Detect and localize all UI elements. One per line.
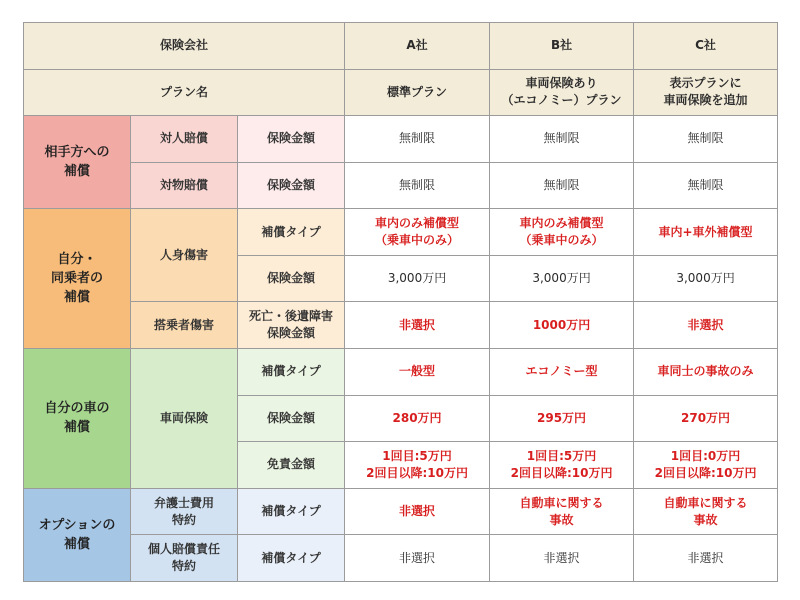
- injury-label: 人身傷害: [131, 209, 238, 302]
- value-a: 280万円: [345, 395, 490, 442]
- value-c: 3,000万円: [634, 255, 778, 302]
- value-a: 車内のみ補償型 （乗車中のみ）: [345, 209, 490, 256]
- plan-c: 表示プランに 車両保険を追加: [634, 69, 778, 116]
- value-c: 車内+車外補償型: [634, 209, 778, 256]
- plan-header-row: [24, 69, 778, 116]
- section-title-self-passenger: 自分・ 同乗者の 補償: [24, 209, 131, 349]
- company-header-row: [24, 23, 778, 70]
- value-b: エコノミー型: [490, 349, 634, 396]
- value-b: 非選択: [490, 535, 634, 582]
- value-c: 車同士の事故のみ: [634, 349, 778, 396]
- value-a: 非選択: [345, 535, 490, 582]
- row-sub-label: 弁護士費用 特約: [131, 488, 238, 535]
- row-sub-label: 搭乗者傷害: [131, 302, 238, 349]
- company-b: B社: [490, 23, 634, 70]
- table-row: [24, 162, 778, 209]
- row-sub-label: 対物賠償: [131, 162, 238, 209]
- value-a: 一般型: [345, 349, 490, 396]
- row-item-label: 保険金額: [238, 162, 345, 209]
- value-c: 非選択: [634, 302, 778, 349]
- value-a: 無制限: [345, 162, 490, 209]
- value-a: 非選択: [345, 488, 490, 535]
- value-b: 295万円: [490, 395, 634, 442]
- value-c: 1回目:0万円 2回目以降:10万円: [634, 442, 778, 489]
- row-item-label: 保険金額: [238, 116, 345, 163]
- value-b: 車内のみ補償型 （乗車中のみ）: [490, 209, 634, 256]
- row-item-label: 保険金額: [238, 395, 345, 442]
- row-item-label: 死亡・後遺障害 保険金額: [238, 302, 345, 349]
- value-b: 3,000万円: [490, 255, 634, 302]
- row-item-label: 補償タイプ: [238, 535, 345, 582]
- row-sub-label: 個人賠償責任 特約: [131, 535, 238, 582]
- comparison-table: [23, 22, 778, 582]
- value-a: 1回目:5万円 2回目以降:10万円: [345, 442, 490, 489]
- table-row: [24, 302, 778, 349]
- table-row: [24, 535, 778, 582]
- value-a: 非選択: [345, 302, 490, 349]
- value-b: 1回目:5万円 2回目以降:10万円: [490, 442, 634, 489]
- value-c: 無制限: [634, 162, 778, 209]
- table-row: [24, 209, 778, 256]
- table-row: [24, 488, 778, 535]
- section-title-other-party: 相手方への 補償: [24, 116, 131, 209]
- plan-b: 車両保険あり （エコノミー）プラン: [490, 69, 634, 116]
- table-row: [24, 116, 778, 163]
- value-b: 自動車に関する 事故: [490, 488, 634, 535]
- value-c: 自動車に関する 事故: [634, 488, 778, 535]
- row-item-label: 補償タイプ: [238, 209, 345, 256]
- company-header-label: 保険会社: [24, 23, 345, 70]
- row-item-label: 補償タイプ: [238, 349, 345, 396]
- value-b: 無制限: [490, 162, 634, 209]
- value-b: 1000万円: [490, 302, 634, 349]
- vehicle-insurance-label: 車両保険: [131, 349, 238, 489]
- value-c: 270万円: [634, 395, 778, 442]
- value-c: 非選択: [634, 535, 778, 582]
- value-a: 3,000万円: [345, 255, 490, 302]
- section-title-options: オプションの 補償: [24, 488, 131, 581]
- company-a: A社: [345, 23, 490, 70]
- value-a: 無制限: [345, 116, 490, 163]
- plan-header-label: プラン名: [24, 69, 345, 116]
- value-b: 無制限: [490, 116, 634, 163]
- row-sub-label: 対人賠償: [131, 116, 238, 163]
- plan-a: 標準プラン: [345, 69, 490, 116]
- row-item-label: 補償タイプ: [238, 488, 345, 535]
- value-c: 無制限: [634, 116, 778, 163]
- row-item-label: 保険金額: [238, 255, 345, 302]
- section-title-own-car: 自分の車の 補償: [24, 349, 131, 489]
- company-c: C社: [634, 23, 778, 70]
- row-item-label: 免責金額: [238, 442, 345, 489]
- table-row: [24, 349, 778, 396]
